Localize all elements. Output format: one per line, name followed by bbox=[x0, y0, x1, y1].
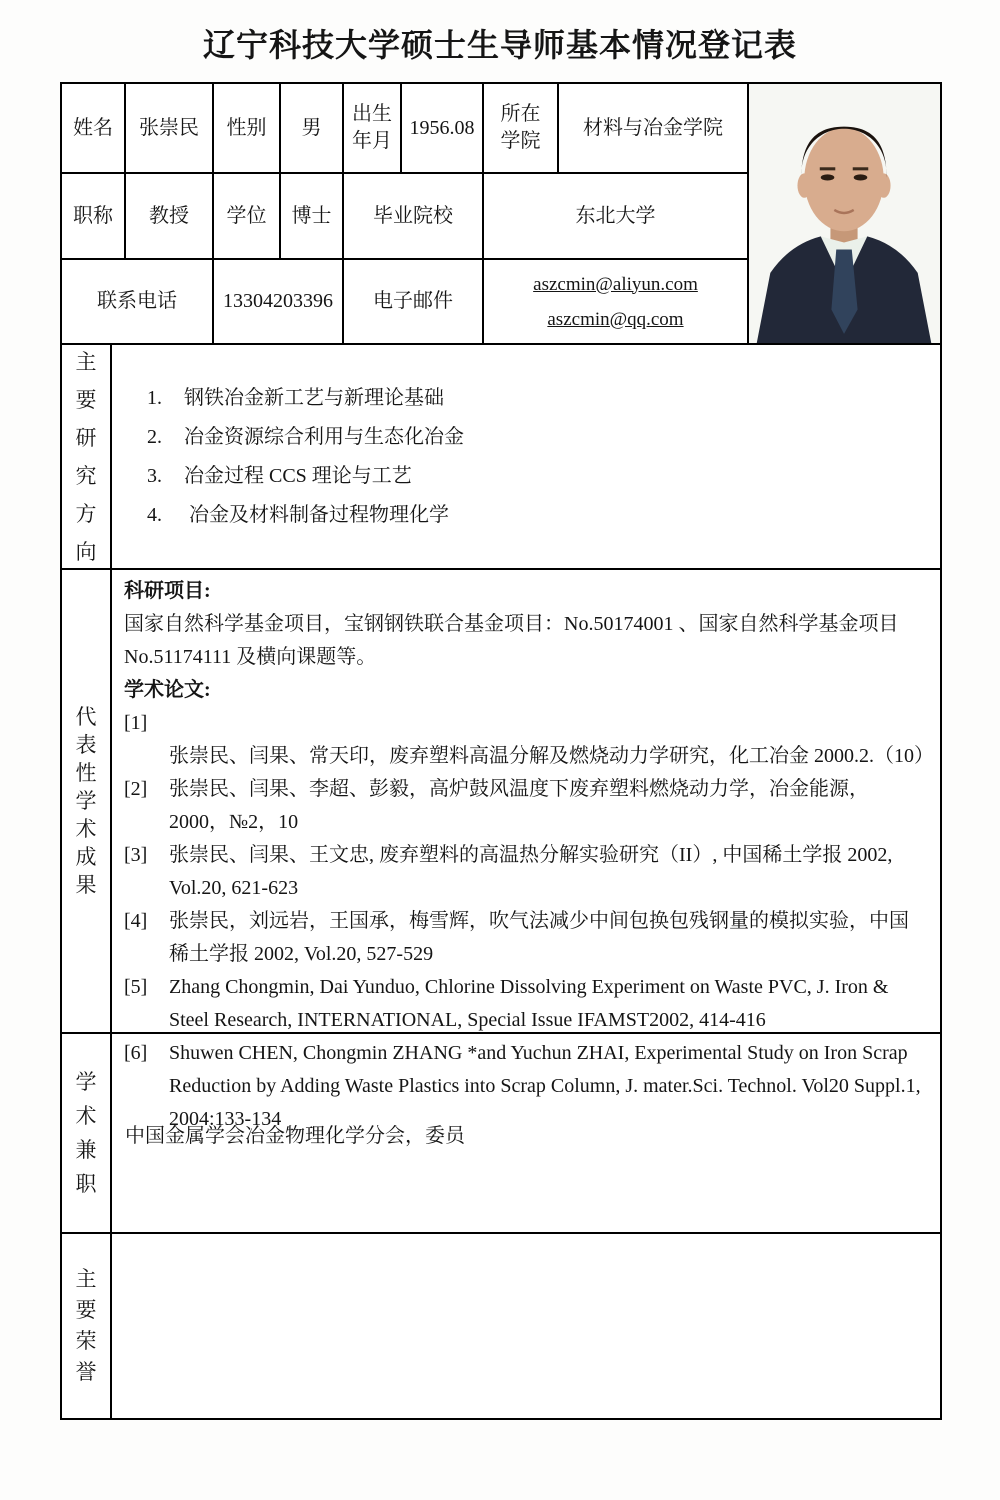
research-label-cell bbox=[62, 345, 110, 568]
paper-item bbox=[124, 839, 928, 905]
eye-left-shape bbox=[821, 174, 835, 180]
list-item bbox=[147, 457, 940, 496]
eyebrow-right-shape bbox=[853, 167, 869, 170]
job-title-value: 教授 bbox=[124, 174, 212, 258]
paper-text: Zhang Chongmin, Dai Yunduo, Chlorine Dissolving Experiment on Waste PVC, J. Iron & Steel Research, INTERNATIONAL, Special Issue IFAMST2002, 414-416 bbox=[169, 976, 894, 1031]
basic-info-section bbox=[62, 84, 940, 343]
paper-number: [6] bbox=[124, 1042, 148, 1064]
table-row bbox=[62, 258, 747, 343]
email-label: 电子邮件 bbox=[342, 260, 482, 343]
eye-right-shape bbox=[854, 174, 868, 180]
paper-text: 张崇民，刘远岩，王国承，梅雪辉，吹气法减少中间包换包残钢量的模拟实验，中国稀土学报 2002, Vol.20, 527-529 bbox=[169, 910, 909, 965]
achievements-section bbox=[62, 568, 940, 1130]
item-number: 4. bbox=[147, 503, 162, 526]
research-directions-list bbox=[110, 345, 940, 568]
college-label: 所在学院 bbox=[482, 84, 557, 172]
projects-heading: 科研项目: bbox=[124, 580, 211, 602]
item-text: 钢铁冶金新工艺与新理论基础 bbox=[184, 386, 444, 409]
email-link-qq[interactable]: aszcmin@qq.com bbox=[547, 308, 684, 330]
phone-value: 13304203396 bbox=[212, 260, 342, 343]
paper-item bbox=[124, 971, 928, 1037]
achievements-section-label: 代表性学术成果 bbox=[75, 705, 97, 897]
affiliations-label-cell bbox=[62, 1034, 110, 1232]
degree-value: 博士 bbox=[279, 174, 342, 258]
college-value: 材料与冶金学院 bbox=[557, 84, 747, 172]
page-title: 辽宁科技大学硕士生导师基本情况登记表 bbox=[202, 27, 797, 63]
research-directions-section bbox=[62, 343, 940, 568]
item-text: 冶金过程 CCS 理论与工艺 bbox=[184, 464, 412, 487]
item-text: 冶金及材料制备过程物理化学 bbox=[184, 503, 449, 526]
table-row bbox=[62, 84, 747, 172]
email-values bbox=[482, 260, 747, 343]
research-section-label: 主要研究方向 bbox=[75, 349, 97, 564]
paper-item bbox=[124, 707, 934, 773]
birth-value: 1956.08 bbox=[400, 84, 482, 172]
job-title-label: 职称 bbox=[73, 204, 113, 227]
paper-number: [2] bbox=[124, 778, 148, 800]
birth-label: 出生年月 bbox=[342, 84, 400, 172]
item-text: 冶金资源综合利用与生态化冶金 bbox=[184, 425, 464, 448]
degree-label: 学位 bbox=[212, 174, 279, 258]
paper-text: 张崇民、闫果、常天印，废弃塑料高温分解及燃烧动力学研究，化工冶金 2000.2.（10） bbox=[169, 745, 934, 767]
basic-info-grid bbox=[62, 84, 747, 343]
honors-section-label: 主要荣誉 bbox=[75, 1267, 97, 1384]
paper-number: [4] bbox=[124, 910, 148, 932]
paper-text: Shuwen CHEN, Chongmin ZHANG *and Yuchun ZHAI, Experimental Study on Iron Scrap Reduction by Adding Waste Plastics into Scrap Column, J. mater.Sci. Technol. Vol20 Suppl.1, 2004:133-134 bbox=[169, 1042, 926, 1130]
registration-table bbox=[60, 82, 942, 1420]
affiliations-section bbox=[62, 1032, 940, 1232]
eyebrow-left-shape bbox=[820, 167, 836, 170]
gender-value: 男 bbox=[279, 84, 342, 172]
honors-section bbox=[62, 1232, 940, 1418]
paper-item bbox=[124, 773, 928, 839]
portrait-photo bbox=[747, 84, 940, 343]
table-row bbox=[62, 172, 747, 258]
face-shape bbox=[804, 128, 884, 232]
portrait-photo-drawing bbox=[749, 84, 940, 343]
list-item bbox=[147, 418, 940, 457]
affiliations-section-label: 学术兼职 bbox=[75, 1070, 97, 1196]
achievements-label-cell bbox=[62, 570, 110, 1032]
phone-label: 联系电话 bbox=[97, 290, 177, 312]
name-label: 姓名 bbox=[73, 116, 113, 139]
email-link-aliyun[interactable]: aszcmin@aliyun.com bbox=[533, 273, 698, 295]
paper-text: 张崇民、闫果、王文忠, 废弃塑料的高温热分解实验研究（II）, 中国稀土学报 2002, Vol.20, 621-623 bbox=[169, 844, 898, 899]
affiliations-text: 中国金属学会冶金物理化学分会，委员 bbox=[110, 1034, 940, 1232]
graduate-school-value: 东北大学 bbox=[482, 174, 747, 258]
paper-text: 张崇民、闫果、李超、彭毅，高炉鼓风温度下废弃塑料燃烧动力学，冶金能源，2000，№2，10 bbox=[169, 778, 869, 833]
paper-number: [3] bbox=[124, 844, 148, 866]
list-item bbox=[147, 379, 940, 418]
gender-label: 性别 bbox=[212, 84, 279, 172]
paper-number: [5] bbox=[124, 976, 148, 998]
name-value: 张崇民 bbox=[124, 84, 212, 172]
honors-label-cell bbox=[62, 1234, 110, 1418]
projects-text: 国家自然科学基金项目，宝钢钢铁联合基金项目：No.50174001 、国家自然科学基金项目 No.51174111 及横向课题等。 bbox=[124, 613, 904, 668]
item-number: 2. bbox=[147, 425, 162, 448]
item-number: 3. bbox=[147, 464, 162, 487]
graduate-school-label: 毕业院校 bbox=[342, 174, 482, 258]
achievements-content bbox=[110, 570, 940, 1130]
papers-heading: 学术论文: bbox=[124, 679, 211, 701]
item-number: 1. bbox=[147, 386, 162, 409]
list-item bbox=[147, 496, 940, 535]
paper-item bbox=[124, 905, 928, 971]
honors-text bbox=[110, 1234, 940, 1418]
paper-number: [1] bbox=[124, 712, 148, 734]
